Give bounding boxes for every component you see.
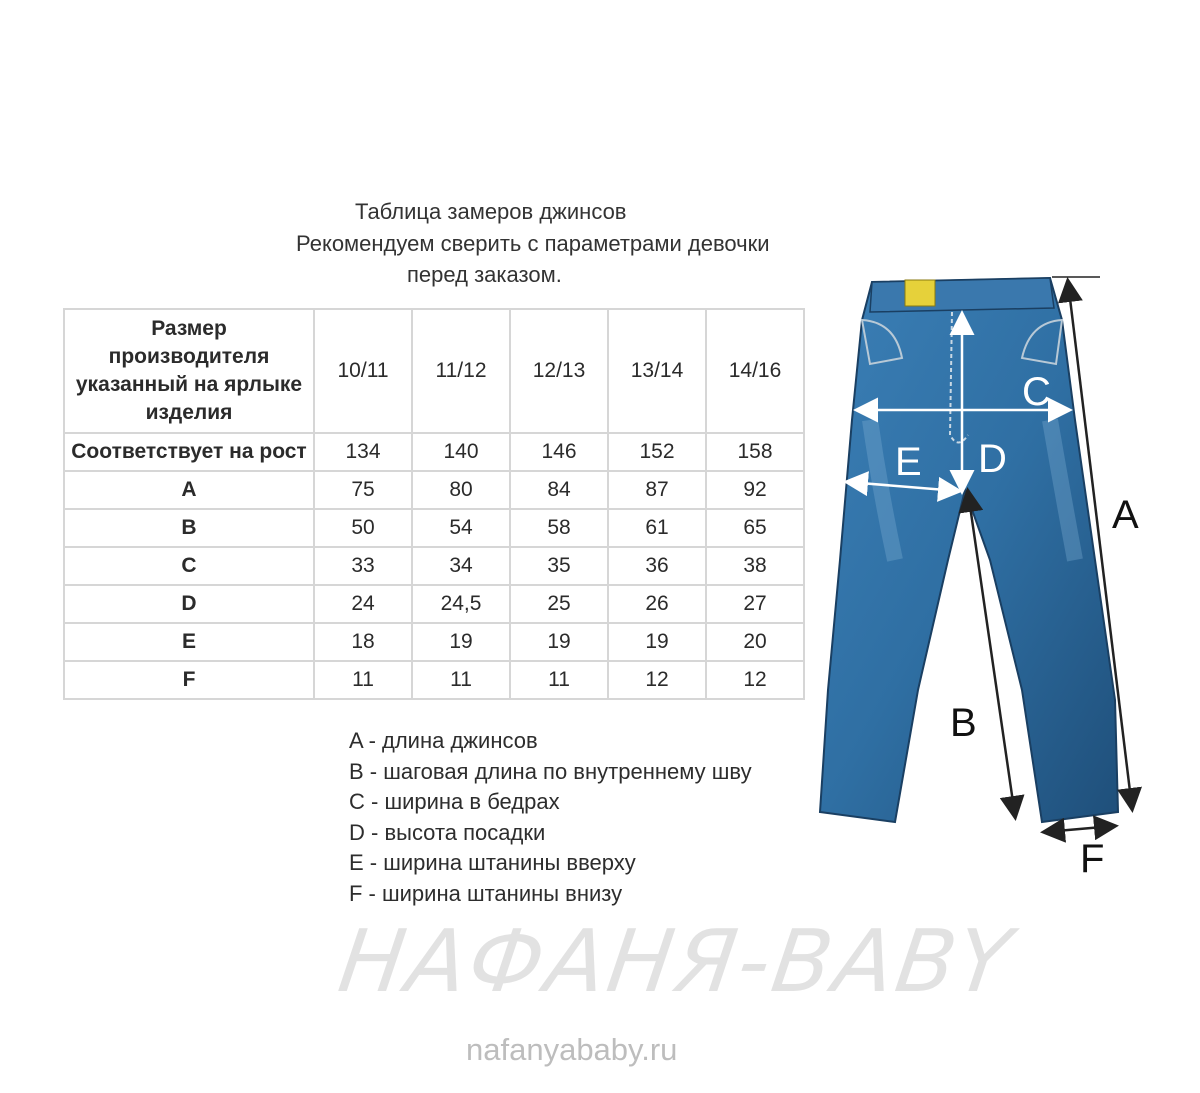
table-row <box>64 471 804 509</box>
size-header: 10/11 <box>314 309 412 433</box>
table-cell: 61 <box>608 509 706 547</box>
table-cell: 24 <box>314 585 412 623</box>
table-cell: 27 <box>706 585 804 623</box>
chart-subtitle-line2: перед заказом. <box>407 262 562 287</box>
row-label: E <box>64 623 314 661</box>
table-row <box>64 623 804 661</box>
table-cell: 152 <box>608 433 706 471</box>
table-cell: 24,5 <box>412 585 510 623</box>
legend-item: B - шаговая длина по внутреннему шву <box>349 758 752 784</box>
table-cell: 36 <box>608 547 706 585</box>
table-cell: 54 <box>412 509 510 547</box>
table-cell: 50 <box>314 509 412 547</box>
label-f: F <box>1080 837 1105 880</box>
header-label: Размер производителя указанный на ярлыке изделия <box>64 309 314 433</box>
table-cell: 140 <box>412 433 510 471</box>
table-cell: 11 <box>314 661 412 699</box>
row-label: D <box>64 585 314 623</box>
row-label: B <box>64 509 314 547</box>
table-row <box>64 433 804 471</box>
table-cell: 146 <box>510 433 608 471</box>
table-cell: 12 <box>706 661 804 699</box>
table-cell: 19 <box>412 623 510 661</box>
table-row <box>64 661 804 699</box>
legend-item: C - ширина в бедрах <box>349 789 560 814</box>
table-cell: 134 <box>314 433 412 471</box>
chart-title: Таблица замеров джинсов <box>355 199 627 224</box>
label-d: D <box>978 437 1007 481</box>
table-cell: 35 <box>510 547 608 585</box>
table-cell: 84 <box>510 471 608 509</box>
table-cell: 19 <box>510 623 608 661</box>
table-cell: 12 <box>608 661 706 699</box>
table-cell: 92 <box>706 471 804 509</box>
legend-item: E - ширина штанины вверху <box>349 850 636 875</box>
measurement-legend <box>349 726 752 909</box>
row-label: Соответствует на рост <box>64 433 314 471</box>
label-c: C <box>1022 370 1051 414</box>
table-row <box>64 547 804 585</box>
label-e: E <box>895 440 922 484</box>
row-label: C <box>64 547 314 585</box>
brand-watermark: НАФАНЯ-BABY <box>332 912 1020 1012</box>
table-cell: 18 <box>314 623 412 661</box>
size-header: 13/14 <box>608 309 706 433</box>
legend-item: D - высота посадки <box>349 819 546 845</box>
table-cell: 158 <box>706 433 804 471</box>
website-url: nafanyababy.ru <box>466 1032 678 1067</box>
table-cell: 11 <box>510 661 608 699</box>
table-header-row <box>64 309 804 433</box>
arrow-f <box>1045 826 1114 832</box>
label-b: B <box>950 701 977 745</box>
table-row <box>64 585 804 623</box>
chart-subtitle-line1: Рекомендуем сверить с параметрами девочки <box>296 231 770 256</box>
table-cell: 20 <box>706 623 804 661</box>
size-table <box>63 308 805 700</box>
table-cell: 80 <box>412 471 510 509</box>
table-cell: 34 <box>412 547 510 585</box>
size-header: 14/16 <box>706 309 804 433</box>
table-cell: 65 <box>706 509 804 547</box>
table-cell: 26 <box>608 585 706 623</box>
row-label: F <box>64 661 314 699</box>
table-cell: 87 <box>608 471 706 509</box>
label-tag <box>905 280 935 306</box>
waistband <box>870 278 1054 312</box>
table-cell: 11 <box>412 661 510 699</box>
legend-item: A - длина джинсов <box>349 728 538 753</box>
label-a: A <box>1112 493 1139 537</box>
jeans-diagram <box>800 260 1180 880</box>
row-label: A <box>64 471 314 509</box>
table-cell: 75 <box>314 471 412 509</box>
size-header: 11/12 <box>412 309 510 433</box>
table-row <box>64 509 804 547</box>
table-cell: 33 <box>314 547 412 585</box>
table-cell: 25 <box>510 585 608 623</box>
table-cell: 58 <box>510 509 608 547</box>
size-header: 12/13 <box>510 309 608 433</box>
table-cell: 38 <box>706 547 804 585</box>
table-cell: 19 <box>608 623 706 661</box>
legend-item: F - ширина штанины внизу <box>349 880 623 906</box>
